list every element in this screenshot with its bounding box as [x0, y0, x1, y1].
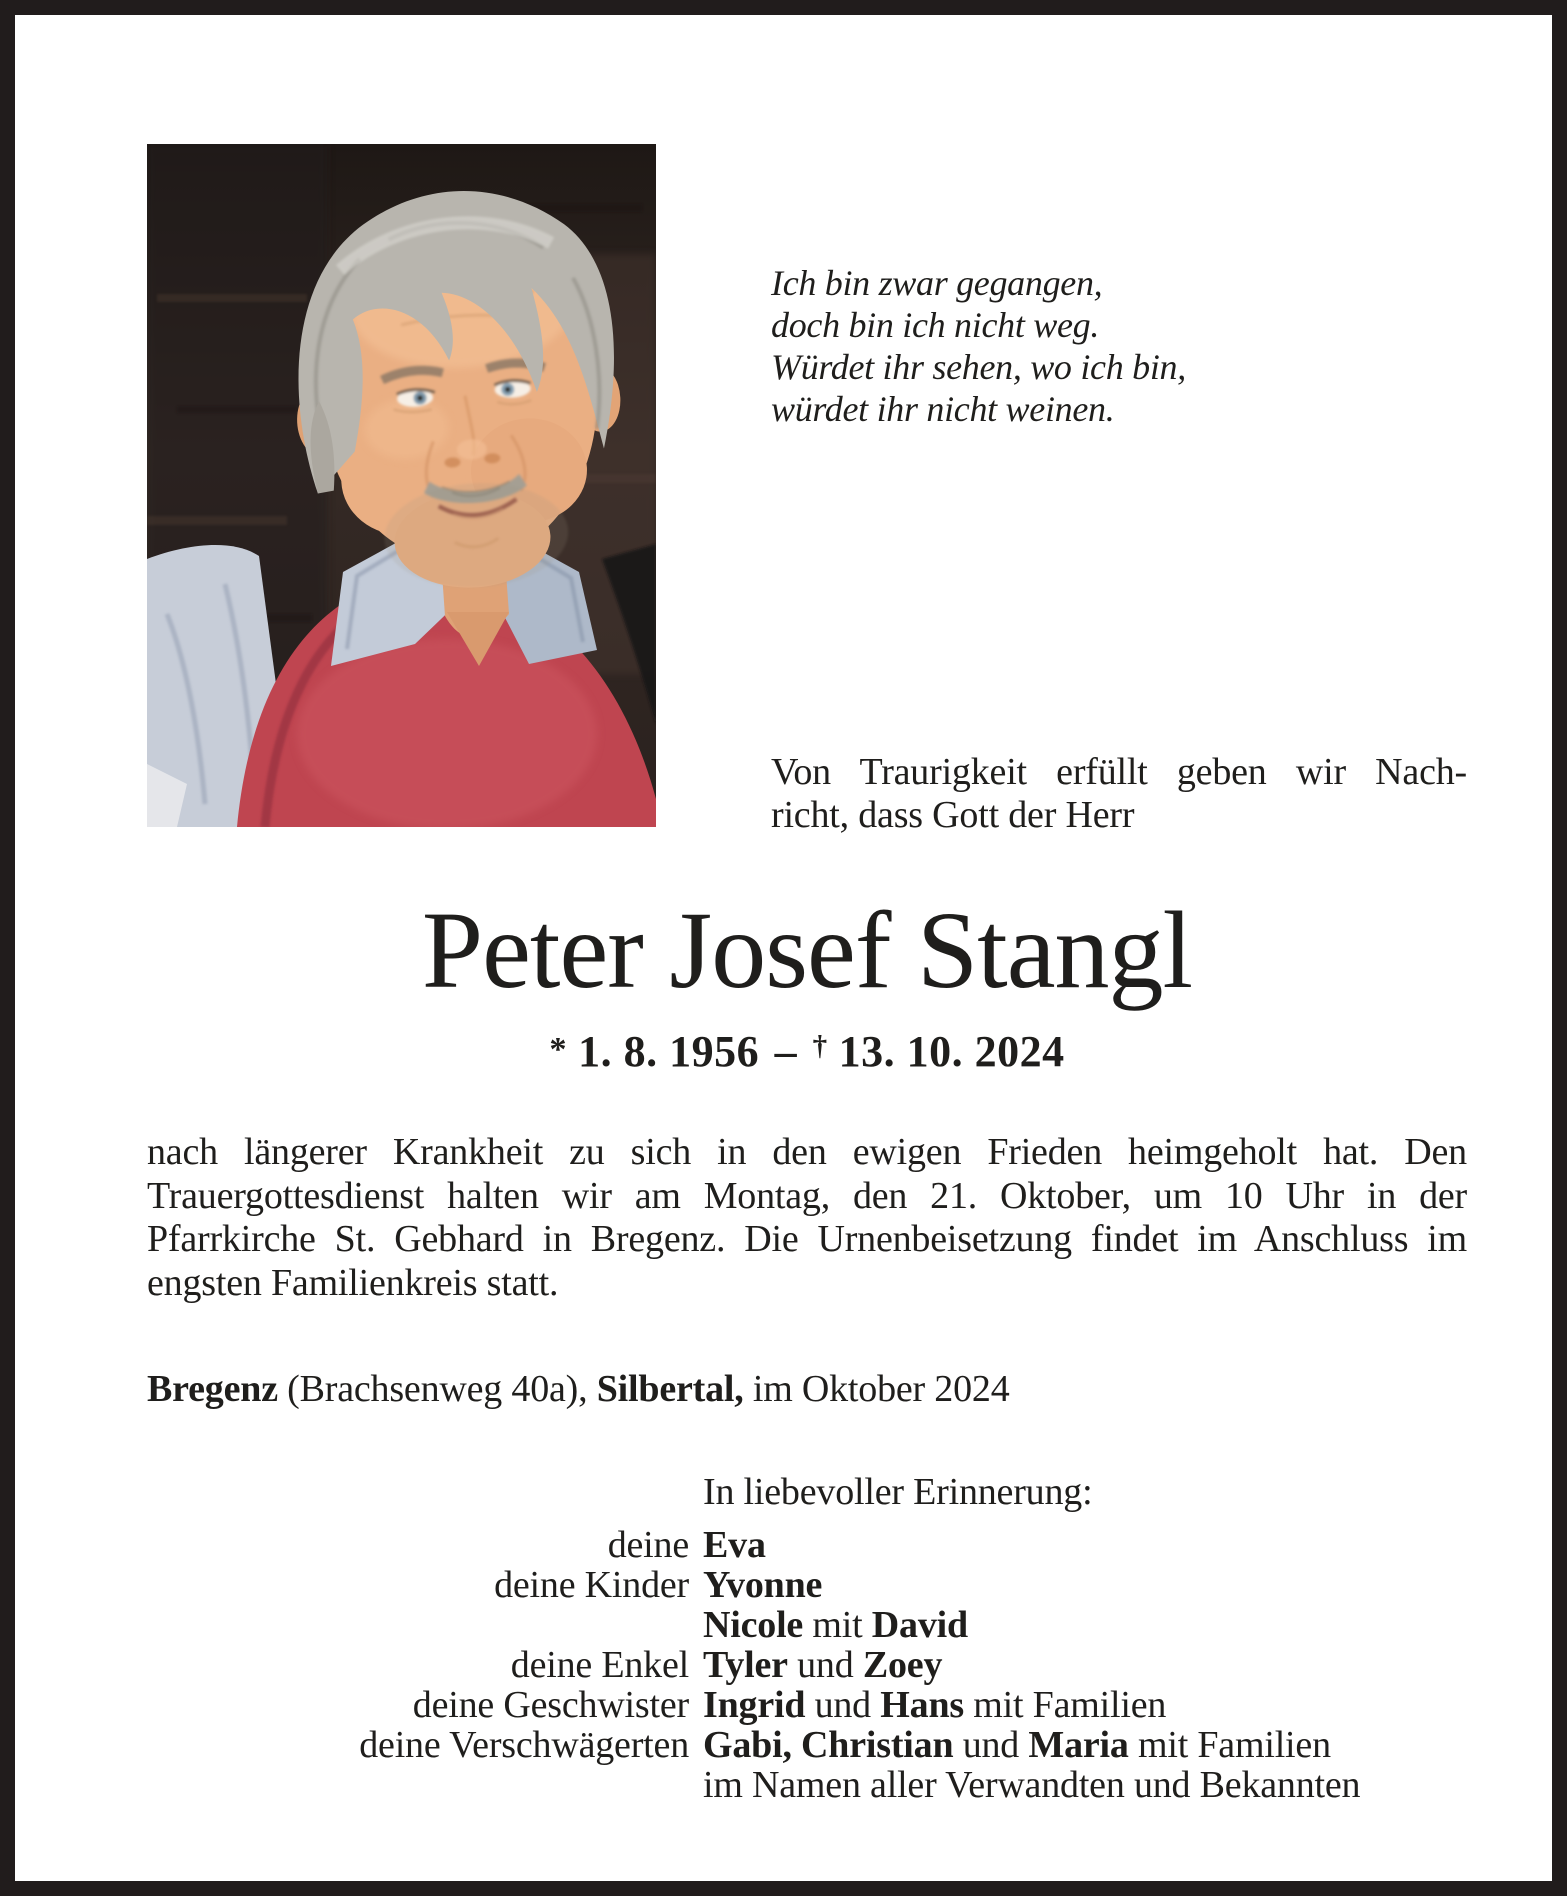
name-bold-segment: Silbertal,: [596, 1368, 744, 1410]
name-bold-segment: Tyler: [703, 1644, 788, 1686]
text-segment: mit Familien: [1128, 1724, 1331, 1766]
text-segment: im Namen aller Verwandten und Bekannten: [703, 1764, 1361, 1806]
text-segment: im Oktober 2024: [743, 1368, 1010, 1410]
location-line: [147, 1367, 1467, 1411]
birth-date: 1. 8. 1956: [578, 1027, 760, 1077]
announcement-line: richt, dass Gott der Herr: [771, 794, 1135, 836]
remembrance-row: [147, 1605, 1467, 1645]
relation-label: deine Geschwister: [412, 1684, 689, 1726]
name-bold-segment: Eva: [703, 1524, 766, 1566]
text-segment: und: [953, 1724, 1029, 1766]
name-bold-segment: Zoey: [862, 1644, 943, 1686]
death-symbol-dagger-icon: †: [812, 1030, 828, 1062]
remembrance-row: [147, 1765, 1467, 1805]
name-bold-segment: Bregenz: [147, 1368, 278, 1410]
remembrance-list: [147, 1525, 1467, 1805]
relative-names: [703, 1605, 1467, 1645]
poem-line: Ich bin zwar gegangen,: [771, 263, 1103, 303]
relative-names: [703, 1725, 1467, 1765]
text-segment: und: [805, 1684, 881, 1726]
name-bold-segment: Ingrid: [703, 1684, 806, 1726]
relative-names: [703, 1765, 1467, 1805]
remembrance-header: In liebevoller Erinnerung:: [703, 1471, 1093, 1513]
relative-names: [703, 1645, 1467, 1685]
remembrance-row: [147, 1685, 1467, 1725]
relative-names: [703, 1565, 1467, 1605]
name-bold-segment: Hans: [880, 1684, 964, 1726]
portrait-photo: [147, 144, 656, 827]
life-dates: [147, 1021, 1467, 1077]
relation-label: deine Verschwägerten: [359, 1724, 689, 1766]
text-segment: (Brachsenweg 40a),: [277, 1368, 597, 1410]
relation-label: [147, 1765, 689, 1805]
relation-label: [147, 1605, 689, 1645]
notice-body-text: nach längerer Krankheit zu sich in den ewigen Frieden heimgeholt hat. Den Trauergottesdienst halten wir am Montag, den 21. Oktober, um 10 Uhr in der Pfarrkirche St. Gebhard in Bregenz. Die Urnenbeisetzung findet im Anschluss im engsten Familienkreis statt.: [147, 1131, 1467, 1304]
announcement-line: Von Traurigkeit erfüllt geben wir Nach-: [771, 751, 1467, 793]
remembrance-row: [147, 1525, 1467, 1565]
birth-symbol: *: [549, 1029, 567, 1068]
relative-names: [703, 1685, 1467, 1725]
text-segment: mit Familien: [963, 1684, 1167, 1726]
poem-line: Würdet ihr sehen, wo ich bin,: [771, 347, 1186, 387]
death-date: 13. 10. 2024: [838, 1027, 1065, 1077]
relation-label: deine Enkel: [510, 1644, 689, 1686]
name-bold-segment: Nicole: [703, 1604, 804, 1646]
text-segment: mit: [803, 1604, 872, 1646]
name-bold-segment: Maria: [1028, 1724, 1129, 1766]
poem-line: würdet ihr nicht weinen.: [771, 389, 1115, 429]
portrait-illustration: [147, 144, 656, 827]
remembrance-row: [147, 1565, 1467, 1605]
poem-line: doch bin ich nicht weg.: [771, 305, 1100, 345]
name-bold-segment: David: [871, 1604, 968, 1646]
deceased-name: Peter Josef Stangl: [421, 889, 1193, 1011]
memorial-poem: [771, 262, 1331, 430]
remembrance-row: [147, 1645, 1467, 1685]
name-bold-segment: Gabi, Christian: [703, 1724, 954, 1766]
relation-label: deine: [607, 1524, 689, 1566]
date-separator: –: [774, 1027, 798, 1077]
name-bold-segment: Yvonne: [703, 1564, 823, 1606]
announcement-text: [771, 751, 1467, 837]
text-segment: und: [787, 1644, 863, 1686]
relation-label: deine Kinder: [494, 1564, 689, 1606]
relative-names: [703, 1525, 1467, 1565]
remembrance-row: [147, 1725, 1467, 1765]
